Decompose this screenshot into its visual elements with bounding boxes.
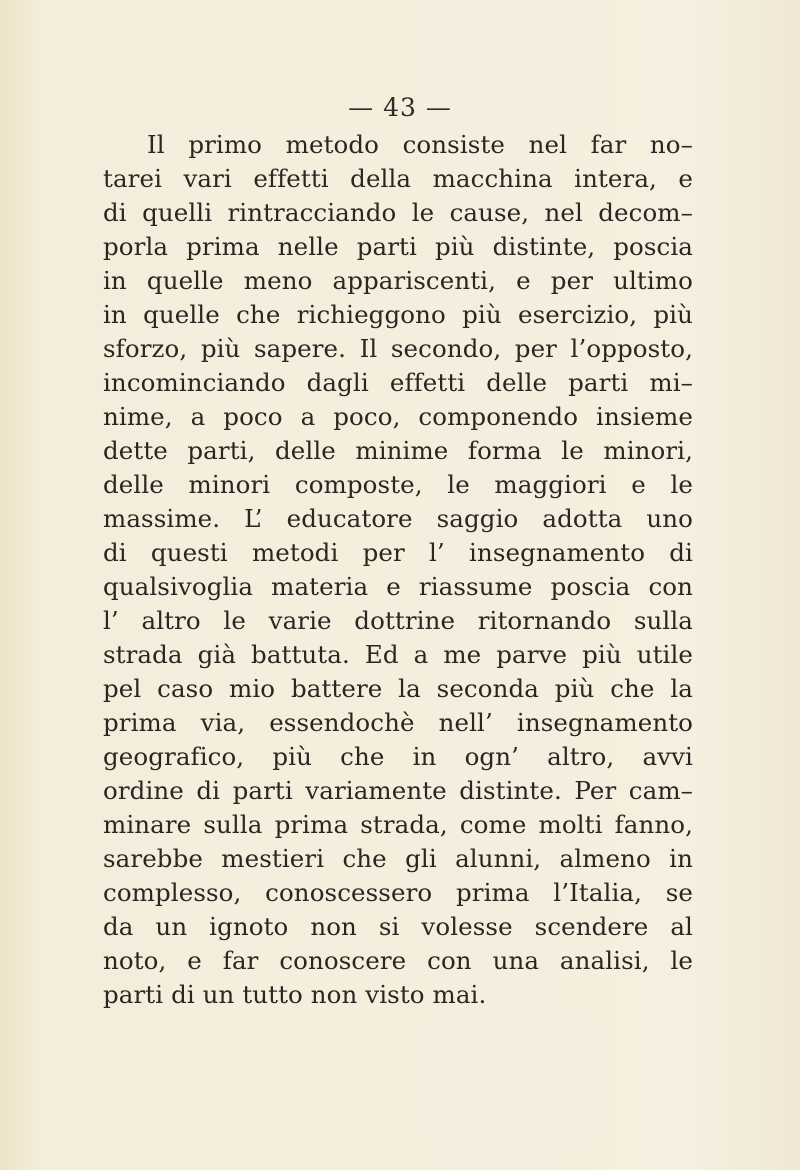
text-line: in quelle che richieggono più esercizio, più [103, 300, 693, 329]
text-line: geografico, più che in ogn’ altro, avvi [103, 742, 693, 771]
text-line: Il primo metodo consiste nel far no– [147, 130, 693, 159]
text-line: delle minori composte, le maggiori e le [103, 470, 693, 499]
text-line: dette parti, delle minime forma le minori, [103, 436, 693, 465]
text-line: prima via, essendochè nell’ insegnamento [103, 708, 693, 737]
text-line: in quelle meno appariscenti, e per ultimo [103, 266, 693, 295]
text-line: tarei vari effetti della macchina intera, e [103, 164, 693, 193]
text-line: nime, a poco a poco, componendo insieme [103, 402, 693, 431]
text-line: di quelli rintracciando le cause, nel decom– [103, 198, 693, 227]
text-line: strada già battuta. Ed a me parve più utile [103, 640, 693, 669]
text-line: da un ignoto non si volesse scendere al [103, 912, 693, 941]
text-line: sarebbe mestieri che gli alunni, almeno in [103, 844, 693, 873]
text-line: qualsivoglia materia e riassume poscia con [103, 572, 693, 601]
text-line: incominciando dagli effetti delle parti mi– [103, 368, 693, 397]
body-text [103, 128, 693, 1012]
text-line: complesso, conoscessero prima l’Italia, se [103, 878, 693, 907]
text-line: porla prima nelle parti più distinte, poscia [103, 232, 693, 261]
text-line: noto, e far conoscere con una analisi, le [103, 946, 693, 975]
text-line: minare sulla prima strada, come molti fanno, [103, 810, 693, 839]
text-line: pel caso mio battere la seconda più che la [103, 674, 693, 703]
text-line: parti di un tutto non visto mai. [103, 980, 487, 1009]
text-line: sforzo, più sapere. Il secondo, per l’opposto, [103, 334, 693, 363]
text-line: l’ altro le varie dottrine ritornando sulla [103, 606, 693, 635]
text-line: di questi metodi per l’ insegnamento di [103, 538, 693, 567]
text-line: massime. L’ educatore saggio adotta uno [103, 504, 693, 533]
page-number: — 43 — [348, 93, 452, 122]
text-line: ordine di parti variamente distinte. Per cam– [103, 776, 693, 805]
